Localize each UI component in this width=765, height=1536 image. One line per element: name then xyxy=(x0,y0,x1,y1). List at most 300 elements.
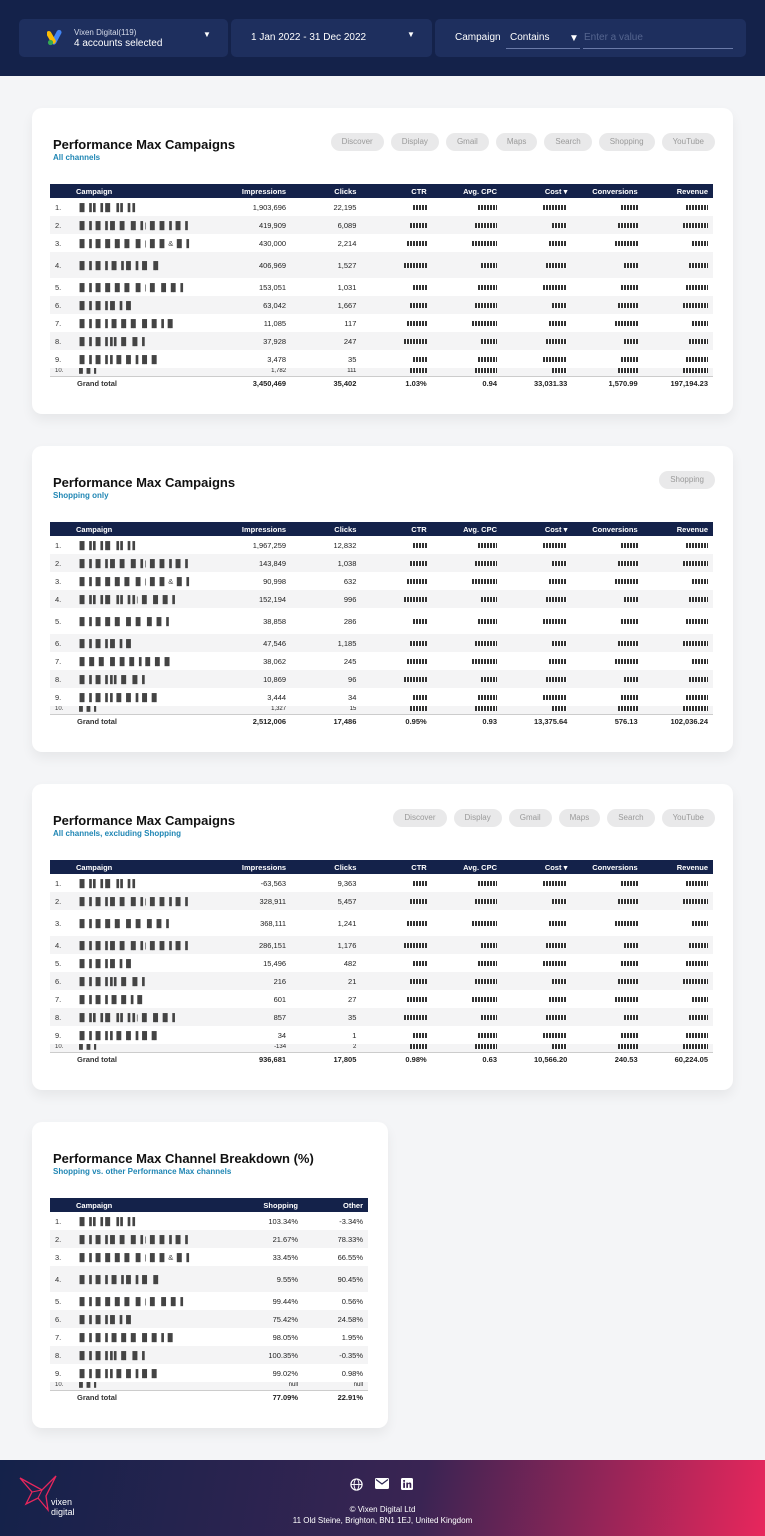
table-row[interactable] xyxy=(50,1212,368,1230)
impressions-cell: 3,478 xyxy=(267,354,287,364)
row-number: 10. xyxy=(55,368,64,374)
channel-chips xyxy=(393,809,715,827)
redacted-value xyxy=(481,597,497,602)
chevron-down-icon[interactable]: ▼ xyxy=(407,30,415,39)
redacted-value xyxy=(543,285,567,290)
redacted-cell xyxy=(432,652,502,670)
redacted-value xyxy=(683,223,708,228)
chip-shopping[interactable]: Shopping xyxy=(659,471,715,489)
brand-line-1: vixen xyxy=(51,1497,73,1507)
campaign-name: ▐▌▐ ▐▌▐▐▌▐ ▐▌ xyxy=(77,958,134,968)
redacted-value xyxy=(624,677,638,682)
table-row[interactable] xyxy=(50,874,713,892)
redacted-cell xyxy=(502,1044,572,1052)
column-header[interactable]: Campaign xyxy=(50,184,221,198)
redacted-cell xyxy=(432,252,502,278)
mail-icon[interactable] xyxy=(374,1478,389,1493)
redacted-cell xyxy=(361,572,431,590)
campaign-name: ▐▌▐ ▐▌▐ ▐▌▐▌▐▌ ▐▌▐▌▐ ▐▌ xyxy=(77,1332,175,1342)
redacted-cell xyxy=(432,590,502,608)
redacted-cell xyxy=(361,910,431,936)
impressions-cell: 368,111 xyxy=(260,918,287,928)
total-rev: 197,194.23 xyxy=(643,376,713,390)
redacted-cell xyxy=(643,350,713,368)
table-row[interactable] xyxy=(50,368,713,376)
row-number: 1. xyxy=(55,540,62,550)
campaign-name: ▐▌▐ ▌▐▐▌ ▐ ▌▐▐ | ▐▌ ▐▌▐▌▐ xyxy=(77,1012,175,1022)
redacted-cell xyxy=(361,198,431,216)
redacted-cell xyxy=(361,368,431,376)
shopping-share-cell: 98.05% xyxy=(272,1332,298,1342)
card-title: Performance Max Channel Breakdown (%) xyxy=(53,1151,314,1166)
card-subtitle: All channels xyxy=(53,153,101,162)
row-number: 3. xyxy=(55,576,62,586)
column-header[interactable]: Campaign xyxy=(50,522,221,536)
campaign-name: ▐▌▐ ▐▌▐▌▐▌▐▌ ▐▌ | ▐▌▐▌ & ▐▌▐ xyxy=(77,1252,189,1262)
table-header xyxy=(50,522,713,536)
table-row[interactable] xyxy=(50,572,713,590)
redacted-value xyxy=(413,961,427,966)
redacted-value xyxy=(552,706,567,711)
grand-total-label xyxy=(50,376,221,390)
chip-discover[interactable]: Discover xyxy=(331,133,384,151)
redacted-cell xyxy=(502,216,572,234)
table-row[interactable] xyxy=(50,1364,368,1382)
shopping-share-cell: null xyxy=(238,1382,303,1390)
chevron-down-icon[interactable]: ▼ xyxy=(569,33,579,44)
account-name: Vixen Digital(119) xyxy=(74,28,137,37)
chip-youtube[interactable]: YouTube xyxy=(662,133,715,151)
redacted-value xyxy=(481,943,497,948)
table-row[interactable] xyxy=(50,936,713,954)
column-header[interactable]: CTR xyxy=(361,860,431,874)
table-row[interactable] xyxy=(50,1328,368,1346)
row-number: 5. xyxy=(55,616,62,626)
column-header[interactable]: Revenue xyxy=(643,184,713,198)
column-header[interactable]: Cost ▾ xyxy=(502,184,572,198)
total-rev: 60,224.05 xyxy=(643,1052,713,1066)
redacted-cell xyxy=(432,234,502,252)
table-row[interactable] xyxy=(50,1044,713,1052)
redacted-value xyxy=(478,961,497,966)
column-header[interactable]: Avg. CPC xyxy=(432,860,502,874)
row-number: 6. xyxy=(55,976,62,986)
redacted-cell xyxy=(432,892,502,910)
chip-shopping[interactable]: Shopping xyxy=(599,133,655,151)
redacted-value xyxy=(624,263,638,268)
redacted-cell xyxy=(432,634,502,652)
table-row[interactable] xyxy=(50,278,713,296)
campaign-filter xyxy=(435,19,746,57)
redacted-cell xyxy=(572,572,642,590)
redacted-cell xyxy=(502,936,572,954)
redacted-value xyxy=(621,619,638,624)
redacted-value xyxy=(410,641,427,646)
table-row[interactable] xyxy=(50,554,713,572)
redacted-cell xyxy=(432,706,502,714)
table-row[interactable] xyxy=(50,536,713,554)
other-share-cell: -0.35% xyxy=(303,1346,368,1364)
redacted-cell xyxy=(502,608,572,634)
redacted-value xyxy=(552,899,567,904)
redacted-value xyxy=(478,881,497,886)
redacted-cell xyxy=(643,590,713,608)
table-row[interactable] xyxy=(50,608,713,634)
campaign-name: ▐▌▐ ▐▌▐▌▐▌ ▐▌▐▌ ▐▌▐▌▐ xyxy=(77,918,169,928)
campaign-cell xyxy=(50,252,221,278)
redacted-value xyxy=(478,619,497,624)
clicks-cell: 34 xyxy=(348,692,357,702)
column-header[interactable]: Clicks xyxy=(291,860,361,874)
redacted-value xyxy=(689,677,708,682)
card-title: Performance Max Campaigns xyxy=(53,137,236,152)
redacted-cell xyxy=(361,590,431,608)
table-row[interactable] xyxy=(50,234,713,252)
redacted-cell xyxy=(643,252,713,278)
campaign-cell xyxy=(50,910,221,936)
campaign-cell xyxy=(50,1292,238,1310)
row-number: 2. xyxy=(55,896,62,906)
redacted-value xyxy=(615,921,638,926)
redacted-value xyxy=(410,706,427,711)
campaign-cell xyxy=(50,1212,238,1230)
redacted-cell xyxy=(502,990,572,1008)
campaign-cell xyxy=(50,688,221,706)
shopping-share-cell: 21.67% xyxy=(238,1230,303,1248)
table-row[interactable] xyxy=(50,990,713,1008)
campaign-cell xyxy=(50,554,221,572)
redacted-value xyxy=(549,321,567,326)
date-range-selector[interactable] xyxy=(231,19,432,57)
campaign-name: ▐▌▐ ▐▌▐▌▐▌▐▌ ▐▌ | ▐▌▐▌ & ▐▌▐ xyxy=(77,238,189,248)
column-header[interactable]: Impressions xyxy=(221,522,291,536)
chip-youtube[interactable]: YouTube xyxy=(662,809,715,827)
filter-bar xyxy=(0,0,765,76)
clicks-cell: 1,185 xyxy=(291,634,361,652)
redacted-value xyxy=(621,285,638,290)
column-header[interactable]: Cost ▾ xyxy=(502,860,572,874)
redacted-value xyxy=(689,339,708,344)
campaign-name: ▐▌▐ ▐▌▐ ▐▌▐▐▌▐ ▐▌ ▐▌ xyxy=(77,1274,161,1284)
redacted-cell xyxy=(432,910,502,936)
chip-search[interactable]: Search xyxy=(607,809,654,827)
campaign-name: ▐▌▐ ▐▌▐▐▌▐▌ ▐▌▐ | ▐▌▐▌▐ ▐▌▐ xyxy=(77,220,188,230)
redacted-cell xyxy=(361,954,431,972)
redacted-cell xyxy=(361,874,431,892)
campaign-name: ▐▌▐ ▐▌▐▐ ▌▐▌ ▐▌▐ xyxy=(77,336,145,346)
redacted-value xyxy=(692,321,708,326)
total-ctr: 0.95% xyxy=(361,714,431,728)
chip-gmail[interactable]: Gmail xyxy=(446,133,489,151)
redacted-cell xyxy=(432,1008,502,1026)
total-cpc: 0.94 xyxy=(432,376,502,390)
row-number: 1. xyxy=(55,202,62,212)
redacted-value xyxy=(624,943,638,948)
redacted-cell xyxy=(432,670,502,688)
impressions-cell: 601 xyxy=(273,994,287,1004)
redacted-cell xyxy=(643,910,713,936)
redacted-value xyxy=(413,543,427,548)
table-row[interactable] xyxy=(50,350,713,368)
redacted-cell xyxy=(502,296,572,314)
column-header[interactable]: Campaign xyxy=(50,860,221,874)
campaign-cell xyxy=(50,368,221,376)
column-header[interactable]: Avg. CPC xyxy=(432,184,502,198)
redacted-value xyxy=(615,997,638,1002)
redacted-cell xyxy=(643,892,713,910)
campaign-cell xyxy=(50,706,221,714)
globe-icon[interactable] xyxy=(349,1478,364,1493)
column-header[interactable]: Impressions xyxy=(221,860,291,874)
impressions-cell: 143,849 xyxy=(221,554,291,572)
total-other: 22.91% xyxy=(303,1390,368,1404)
impressions-cell: 10,869 xyxy=(221,670,291,688)
redacted-cell xyxy=(643,572,713,590)
impressions-cell: 419,909 xyxy=(221,216,291,234)
chip-maps[interactable]: Maps xyxy=(559,809,601,827)
table-header xyxy=(50,860,713,874)
redacted-cell xyxy=(502,652,572,670)
channel-chips xyxy=(659,471,715,489)
column-header[interactable]: Campaign xyxy=(50,1198,238,1212)
table-row[interactable] xyxy=(50,706,713,714)
campaign-cell xyxy=(50,590,221,608)
table-row[interactable] xyxy=(50,1382,368,1390)
channel-chips xyxy=(331,133,715,151)
clicks-cell: 22,195 xyxy=(333,202,357,212)
row-number: 3. xyxy=(55,1252,62,1262)
redacted-cell xyxy=(361,608,431,634)
total-ctr: 1.03% xyxy=(361,376,431,390)
chip-maps[interactable]: Maps xyxy=(496,133,538,151)
clicks-cell: 12,832 xyxy=(333,540,357,550)
redacted-value xyxy=(481,1015,497,1020)
redacted-cell xyxy=(432,278,502,296)
row-number: 7. xyxy=(55,656,62,666)
footer xyxy=(0,1460,765,1536)
campaign-cell xyxy=(50,536,221,554)
table-row[interactable] xyxy=(50,1026,713,1044)
table-row[interactable] xyxy=(50,688,713,706)
redacted-value xyxy=(692,659,708,664)
table-row[interactable] xyxy=(50,252,713,278)
redacted-cell xyxy=(502,706,572,714)
redacted-cell xyxy=(643,536,713,554)
campaign-cell xyxy=(50,936,221,954)
clicks-cell: 1,241 xyxy=(337,918,357,928)
chip-display[interactable]: Display xyxy=(454,809,502,827)
filter-value-input[interactable] xyxy=(583,25,733,49)
campaign-cell xyxy=(50,892,221,910)
redacted-value xyxy=(546,339,567,344)
row-number: 8. xyxy=(55,1012,62,1022)
accounts-selected: 4 accounts selected xyxy=(74,38,163,49)
table-row[interactable] xyxy=(50,954,713,972)
total-imp: 936,681 xyxy=(221,1052,291,1066)
campaign-name: ▐▌▐ ▌▐▐▌ ▐ ▌▐▐ | ▐▌ ▐▌▐▌▐ xyxy=(77,594,175,604)
redacted-cell xyxy=(502,252,572,278)
clicks-cell: 2,214 xyxy=(337,238,357,248)
redacted-cell xyxy=(361,296,431,314)
account-selector[interactable] xyxy=(19,19,228,57)
column-header[interactable]: Avg. CPC xyxy=(432,522,502,536)
redacted-value xyxy=(546,943,567,948)
redacted-value xyxy=(475,899,497,904)
redacted-cell xyxy=(361,892,431,910)
redacted-value xyxy=(683,979,708,984)
table-row[interactable] xyxy=(50,1248,368,1266)
redacted-cell xyxy=(361,554,431,572)
table-row[interactable] xyxy=(50,1310,368,1328)
table-row[interactable] xyxy=(50,1292,368,1310)
table-row[interactable] xyxy=(50,216,713,234)
impressions-cell: 152,194 xyxy=(221,590,291,608)
redacted-value xyxy=(543,543,567,548)
redacted-cell xyxy=(361,252,431,278)
table-row[interactable] xyxy=(50,1008,713,1026)
row-number: 8. xyxy=(55,336,62,346)
table-row[interactable] xyxy=(50,314,713,332)
column-header[interactable]: Conversions xyxy=(572,860,642,874)
table-row[interactable] xyxy=(50,652,713,670)
campaign-name: ▐▌▐ ▐▌▐▐▌▐▌ ▐▌▐ | ▐▌▐▌▐ ▐▌▐ xyxy=(77,1234,188,1244)
table-row[interactable] xyxy=(50,1230,368,1248)
redacted-cell xyxy=(643,198,713,216)
redacted-value xyxy=(481,263,497,268)
column-header[interactable]: CTR xyxy=(361,184,431,198)
table-row[interactable] xyxy=(50,1266,368,1292)
campaign-name: ▐▌▐▌▐ xyxy=(77,1382,96,1388)
redacted-cell xyxy=(432,314,502,332)
clicks-cell: 1,038 xyxy=(291,554,361,572)
redacted-cell xyxy=(502,1008,572,1026)
redacted-cell xyxy=(572,234,642,252)
campaign-cell xyxy=(50,1328,238,1346)
redacted-cell xyxy=(361,634,431,652)
redacted-value xyxy=(618,368,638,373)
chevron-down-icon[interactable]: ▼ xyxy=(203,30,211,39)
table-row[interactable] xyxy=(50,590,713,608)
redacted-cell xyxy=(572,652,642,670)
column-header[interactable]: Revenue xyxy=(643,860,713,874)
column-header[interactable]: Shopping xyxy=(238,1198,303,1212)
impressions-cell: 1,782 xyxy=(221,368,291,376)
column-header[interactable]: CTR xyxy=(361,522,431,536)
table-row[interactable] xyxy=(50,634,713,652)
campaign-name: ▐▌▐ ▐▌▐▐▌▐ ▐▌ xyxy=(77,1314,134,1324)
redacted-cell xyxy=(432,688,502,706)
redacted-cell xyxy=(432,874,502,892)
redacted-cell xyxy=(361,652,431,670)
linkedin-icon[interactable] xyxy=(399,1478,414,1493)
campaign-table xyxy=(50,522,713,728)
total-cost: 13,375.64 xyxy=(502,714,572,728)
redacted-cell xyxy=(572,536,642,554)
campaign-cell xyxy=(50,198,221,216)
redacted-value xyxy=(413,357,427,362)
grand-total-label xyxy=(50,714,221,728)
column-header[interactable]: Impressions xyxy=(221,184,291,198)
campaign-cell xyxy=(50,634,221,652)
table-row[interactable] xyxy=(50,972,713,990)
column-header[interactable]: Cost ▾ xyxy=(502,522,572,536)
redacted-value xyxy=(481,339,497,344)
campaign-name: ▐▌▐ ▐▌▐▐ ▌▐▌ ▐▌▐ xyxy=(77,1350,145,1360)
campaign-name: ▐▌▐ ▌▐▐▌ ▐ ▌▐▐ xyxy=(77,878,135,888)
redacted-cell xyxy=(502,278,572,296)
card-title: Performance Max Campaigns xyxy=(53,813,236,828)
campaign-cell xyxy=(50,1310,238,1328)
row-number: 9. xyxy=(55,1368,62,1378)
column-header[interactable]: Conversions xyxy=(572,184,642,198)
redacted-cell xyxy=(572,706,642,714)
match-type-select[interactable] xyxy=(506,25,580,49)
redacted-cell xyxy=(572,972,642,990)
redacted-cell xyxy=(361,1008,431,1026)
redacted-cell xyxy=(643,216,713,234)
column-header[interactable]: Conversions xyxy=(572,522,642,536)
campaign-name: ▐▌▐ ▐▌▐▐▌▐▌ ▐▌▐ | ▐▌▐▌▐ ▐▌▐ xyxy=(77,896,188,906)
redacted-value xyxy=(543,881,567,886)
redacted-cell xyxy=(572,634,642,652)
redacted-cell xyxy=(361,990,431,1008)
clicks-cell: 96 xyxy=(291,670,361,688)
redacted-cell xyxy=(502,954,572,972)
campaign-name: ▐▌▐ ▐▌▐▐▌▐▌ ▐▌▐ | ▐▌▐▌▐ ▐▌▐ xyxy=(77,558,188,568)
redacted-cell xyxy=(643,314,713,332)
redacted-value xyxy=(683,899,708,904)
total-clicks: 35,402 xyxy=(291,376,361,390)
table-row[interactable] xyxy=(50,670,713,688)
chip-gmail[interactable]: Gmail xyxy=(509,809,552,827)
impressions-cell: 153,051 xyxy=(258,282,287,292)
redacted-cell xyxy=(502,688,572,706)
total-imp: 2,512,006 xyxy=(221,714,291,728)
clicks-cell: 1,176 xyxy=(291,936,361,954)
grand-total-text: Grand total xyxy=(77,378,118,388)
campaign-name: ▐▌▐▌▐ xyxy=(77,368,96,374)
table-row[interactable] xyxy=(50,910,713,936)
column-header[interactable]: Other xyxy=(303,1198,368,1212)
campaign-cell xyxy=(50,1364,238,1382)
column-header[interactable]: Clicks xyxy=(291,522,361,536)
table-row[interactable] xyxy=(50,1346,368,1364)
table-row[interactable] xyxy=(50,198,713,216)
other-share-cell: 0.56% xyxy=(341,1296,363,1306)
chip-display[interactable]: Display xyxy=(391,133,439,151)
row-number: 10. xyxy=(55,1382,64,1388)
chip-discover[interactable]: Discover xyxy=(393,809,446,827)
row-number: 10. xyxy=(55,1044,64,1050)
redacted-value xyxy=(621,961,638,966)
row-number: 2. xyxy=(55,1234,62,1244)
table-row[interactable] xyxy=(50,332,713,350)
redacted-cell xyxy=(432,936,502,954)
redacted-value xyxy=(624,597,638,602)
chip-search[interactable]: Search xyxy=(544,133,591,151)
column-header[interactable]: Clicks xyxy=(291,184,361,198)
impressions-cell: 286,151 xyxy=(221,936,291,954)
table-row[interactable] xyxy=(50,892,713,910)
redacted-cell xyxy=(361,936,431,954)
impressions-cell: 216 xyxy=(221,972,291,990)
redacted-value xyxy=(621,695,638,700)
column-header[interactable]: Revenue xyxy=(643,522,713,536)
other-share-cell: 24.58% xyxy=(303,1310,368,1328)
table-row[interactable] xyxy=(50,296,713,314)
redacted-value xyxy=(686,961,708,966)
redacted-cell xyxy=(643,1008,713,1026)
